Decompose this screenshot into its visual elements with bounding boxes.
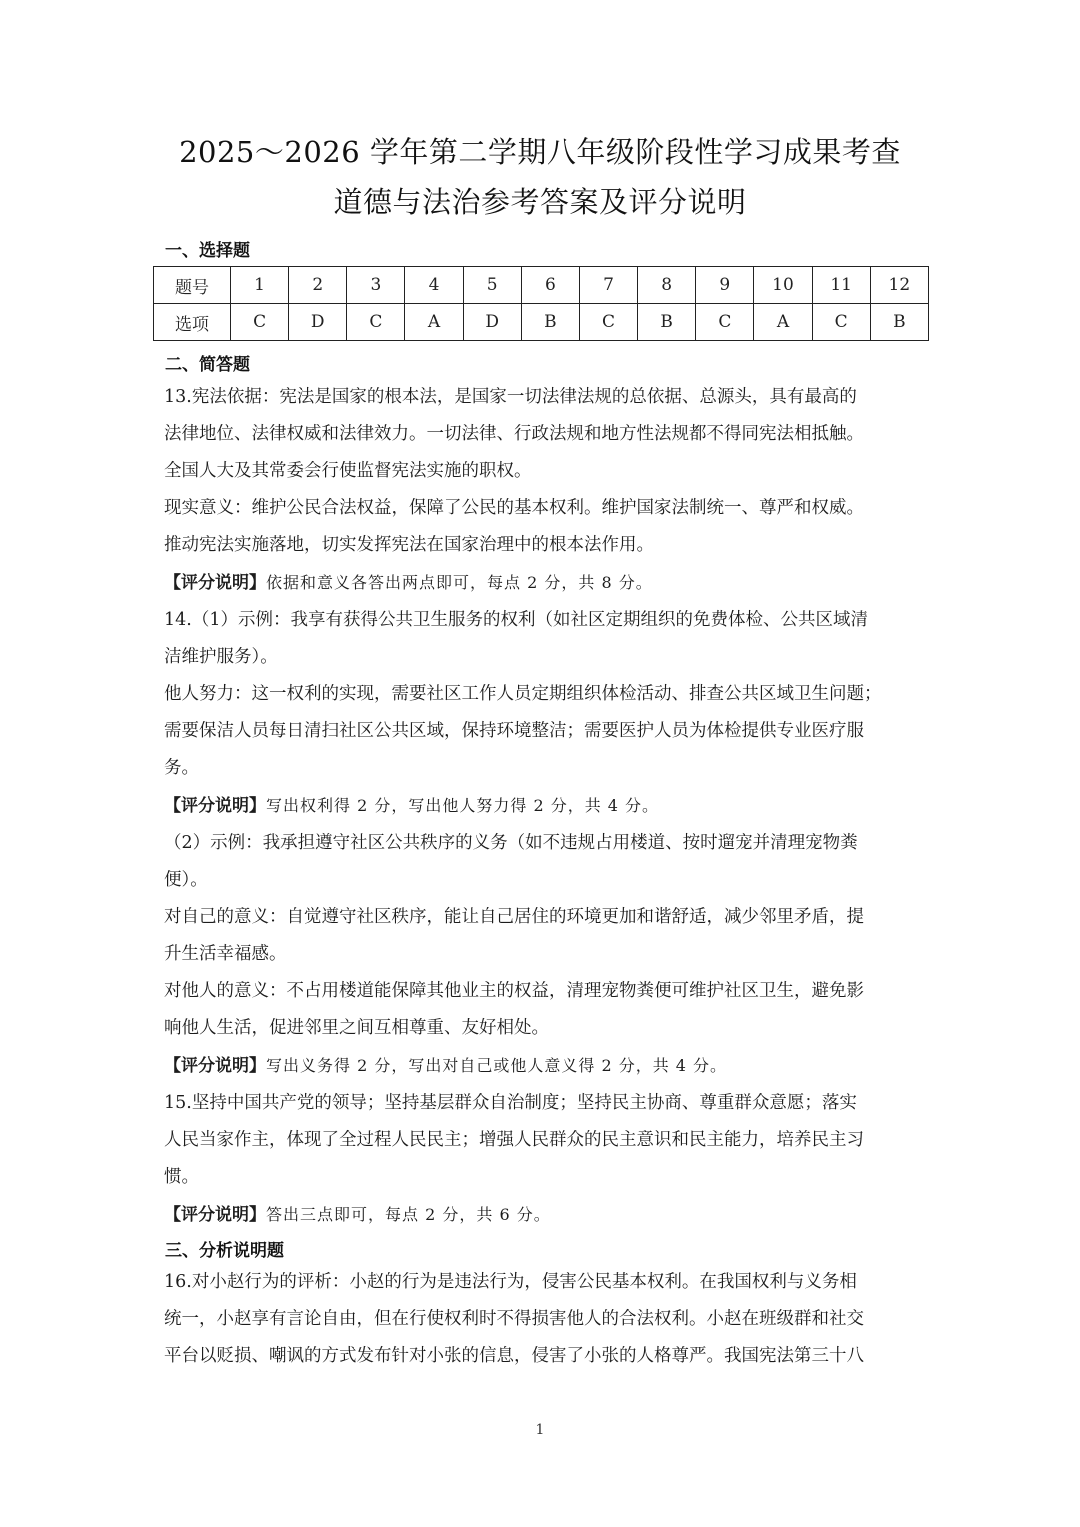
question-number: 1 — [231, 267, 289, 304]
answer-choice: D — [463, 304, 521, 341]
document-subtitle: 道德与法治参考答案及评分说明 — [333, 185, 747, 219]
text-line: 响他人生活，促进邻里之间互相尊重、友好相处。 — [164, 1018, 549, 1038]
document-title: 2025～2026 学年第二学期八年级阶段性学习成果考查 — [179, 135, 901, 169]
answer-choice: B — [870, 304, 928, 341]
question-number: 10 — [754, 267, 812, 304]
section-heading-analysis: 三、分析说明题 — [165, 1241, 284, 1261]
analysis-body — [164, 1264, 921, 1375]
question-number: 4 — [405, 267, 463, 304]
question-number: 9 — [696, 267, 754, 304]
scoring-note — [164, 1196, 921, 1234]
question-number: 3 — [347, 267, 405, 304]
question-number: 11 — [812, 267, 870, 304]
scoring-note-text: 写出义务得 2 分，写出对自己或他人意义得 2 分，共 4 分。 — [266, 1056, 728, 1075]
answer-choice: B — [638, 304, 696, 341]
question-number: 12 — [870, 267, 928, 304]
answer-choice: C — [812, 304, 870, 341]
answer-choice: D — [289, 304, 347, 341]
scoring-note — [164, 564, 921, 602]
answer-choice: C — [579, 304, 637, 341]
scoring-note — [164, 1047, 921, 1085]
answer-choice: A — [754, 304, 812, 341]
text-line: 全国人大及其常委会行使监督宪法实施的职权。 — [164, 461, 532, 481]
answer-choice: C — [231, 304, 289, 341]
text-line: 需要保洁人员每日清扫社区公共区域，保持环境整洁；需要医护人员为体检提供专业医疗服 — [164, 721, 864, 741]
question-number: 2 — [289, 267, 347, 304]
scoring-note-text: 依据和意义各答出两点即可，每点 2 分，共 8 分。 — [266, 573, 653, 592]
question-number: 8 — [638, 267, 696, 304]
text-line: 13.宪法依据：宪法是国家的根本法，是国家一切法律法规的总依据、总源头，具有最高的 — [164, 387, 857, 407]
question-number: 7 — [579, 267, 637, 304]
scoring-note-label: 【评分说明】 — [164, 1205, 266, 1225]
scoring-note — [164, 787, 921, 825]
answer-choice: A — [405, 304, 463, 341]
text-line: 务。 — [164, 758, 199, 778]
text-line: 平台以贬损、嘲讽的方式发布针对小张的信息，侵害了小张的人格尊严。我国宪法第三十八 — [164, 1346, 864, 1366]
table-row-numbers — [154, 267, 929, 304]
text-line: 惯。 — [164, 1167, 199, 1187]
text-line: 他人努力：这一权利的实现，需要社区工作人员定期组织体检活动、排查公共区域卫生问题； — [164, 684, 882, 704]
text-line: 14.（1）示例：我享有获得公共卫生服务的权利（如社区定期组织的免费体检、公共区域清 — [164, 610, 868, 630]
answer-table — [153, 266, 929, 341]
short-answer-body — [164, 379, 921, 1234]
text-line: （2）示例：我承担遵守社区公共秩序的义务（如不违规占用楼道、按时遛宠并清理宠物粪 — [164, 833, 858, 853]
text-line: 15.坚持中国共产党的领导；坚持基层群众自治制度；坚持民主协商、尊重群众意愿；落实 — [164, 1093, 857, 1113]
section-heading-short-answer: 二、简答题 — [165, 355, 250, 375]
text-line: 人民当家作主，体现了全过程人民民主；增强人民群众的民主意识和民主能力，培养民主习 — [164, 1130, 864, 1150]
text-line: 统一，小赵享有言论自由，但在行使权利时不得损害他人的合法权利。小赵在班级群和社交 — [164, 1309, 864, 1329]
text-line: 推动宪法实施落地，切实发挥宪法在国家治理中的根本法作用。 — [164, 535, 654, 555]
text-line: 便）。 — [164, 870, 208, 890]
text-line: 升生活幸福感。 — [164, 944, 287, 964]
question-number: 5 — [463, 267, 521, 304]
text-line: 对自己的意义：自觉遵守社区秩序，能让自己居住的环境更加和谐舒适，减少邻里矛盾，提 — [164, 907, 864, 927]
scoring-note-text: 写出权利得 2 分，写出他人努力得 2 分，共 4 分。 — [266, 796, 660, 815]
scoring-note-label: 【评分说明】 — [164, 573, 266, 593]
table-row-label: 题号 — [154, 267, 231, 304]
table-row-label: 选项 — [154, 304, 231, 341]
text-line: 法律地位、法律权威和法律效力。一切法律、行政法规和地方性法规都不得同宪法相抵触。 — [164, 424, 864, 444]
answer-choice: C — [347, 304, 405, 341]
text-line: 现实意义：维护公民合法权益，保障了公民的基本权利。维护国家法制统一、尊严和权威。 — [164, 498, 864, 518]
scoring-note-label: 【评分说明】 — [164, 796, 266, 816]
answer-choice: B — [521, 304, 579, 341]
section-heading-choice: 一、选择题 — [165, 241, 250, 261]
scoring-note-text: 答出三点即可，每点 2 分，共 6 分。 — [266, 1205, 551, 1224]
scoring-note-label: 【评分说明】 — [164, 1056, 266, 1076]
text-line: 洁维护服务）。 — [164, 647, 278, 667]
question-number: 6 — [521, 267, 579, 304]
page-number: 1 — [535, 1422, 545, 1438]
table-row-choices — [154, 304, 929, 341]
text-line: 16.对小赵行为的评析：小赵的行为是违法行为，侵害公民基本权利。在我国权利与义务相 — [164, 1272, 857, 1292]
text-line: 对他人的意义：不占用楼道能保障其他业主的权益，清理宠物粪便可维护社区卫生，避免影 — [164, 981, 864, 1001]
answer-choice: C — [696, 304, 754, 341]
